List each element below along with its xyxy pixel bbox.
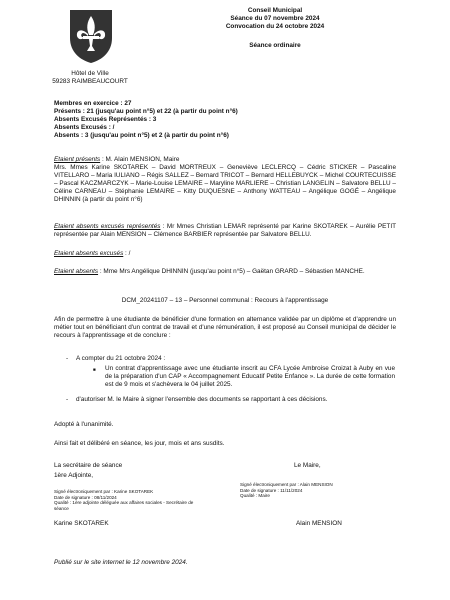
absent-members	[54, 268, 396, 276]
mayor-name: Alain MENSION	[296, 520, 342, 527]
represented-members	[54, 223, 396, 239]
present-list: Mrs. Mmes Karine SKOTAREK – David MORTREUX – Geneviève LECLERCQ – Cédric STICKER – Pascaline VITELLARO – Maria IULIANO – Régis SALLEZ – Bernard TRICOT – Bernard HELLEBUYCK – Michel COURTECUISSE – Pascal KACZMARCZYK – Marie-Louise LEMAIRE – Maryline MARLIERE – Christian LANGELIN – Salvatore BELLU – Céline CARNEAU – Stéphanie LEMAIRE – Kitty DUQUESNE – Anthony WATTEAU – Angélique GOGÉ – Angélique DHINNIN (à partir du point n°6)	[54, 164, 396, 203]
members-in-office: Membres en exercice : 27	[54, 100, 132, 107]
mayor-electronic-signature	[240, 482, 380, 499]
session-type: Séance ordinaire	[249, 42, 301, 49]
publication-note: Publié sur le site internet le 12 novembre 2024.	[54, 559, 188, 566]
session-date: Séance du 07 novembre 2024	[230, 15, 320, 22]
excused-members	[54, 250, 396, 258]
bullet-dash-1: -	[66, 355, 69, 362]
mayor-sign-date: Date de signature : 11/11/2024	[240, 487, 303, 493]
present-members	[54, 156, 396, 204]
absent-list: : Mme Mrs Angélique DHINNIN (jusqu'au point n°5) – Gaëtan GRARD – Sébastien MANCHE.	[98, 268, 365, 275]
secretary-title: La secrétaire de séance	[54, 462, 123, 469]
excused-label: Etaient absents excusés	[54, 250, 124, 257]
absent-count: Absents : 3 (jusqu'au point n°5) et 2 (à partir du point n°6)	[54, 132, 229, 139]
represented-label: Etaient absents excusés représentés	[54, 223, 161, 230]
secretary-signed-by: Signé électroniquement par : Karine SKOTAREK	[54, 489, 154, 494]
present-count: Présents : 21 (jusqu'au point n°5) et 22 (à partir du point n°6)	[54, 108, 238, 115]
deliberation-title: DCM_20241107 – 13 – Personnel communal : Recours à l'apprentissage	[121, 297, 329, 304]
bullet-authorize: d'autoriser M. le Maire à signer l'ensemble des documents se rapportant à ces décisions.	[76, 396, 328, 403]
convocation-date: Convocation du 24 octobre 2024	[225, 23, 325, 30]
absent-label: Etaient absents	[54, 268, 99, 275]
excused-list: : /	[123, 250, 131, 257]
adopted-text: Adopté à l'unanimité.	[54, 421, 114, 428]
absent-excused-count: Absents Excusés : /	[54, 124, 115, 131]
done-text: Ainsi fait et délibéré en séance, les jour, mois et ans susdits.	[54, 440, 225, 447]
council-title: Conseil Municipal	[247, 7, 303, 14]
mayor-signed-by: Signé électroniquement par : Alain MENSION	[240, 482, 333, 487]
attendance-counts	[54, 100, 394, 140]
fleur-de-lis-icon	[68, 8, 114, 64]
sub-bullet-contract: Un contrat d'apprentissage avec une étudiante inscrit au CFA Lycée Ambroise Croizat à Auby en vue de la préparation d'un CAP « Accompagnement Educatif Petite Enfance ». La durée de cette formation est de 9 mois et s'achèvera le 04 juillet 2025.	[105, 365, 395, 388]
bullet-start-date: A compter du 21 octobre 2024 :	[76, 355, 166, 362]
mayor-title: Le Maire,	[294, 462, 321, 469]
town-hall-label: Hôtel de Ville	[71, 70, 109, 77]
present-label: Etaient présents	[54, 156, 101, 163]
present-mayor: : M. Alain MENSION, Maire	[100, 156, 180, 163]
represented-list: : Mr Mmes Christian LEMAR représenté par Karine SKOTAREK – Aurélie PETIT représentée par Alain MENSION – Clémence BARBIER représentée par Salvatore BELLU.	[54, 223, 396, 238]
town-address: 59283 RAIMBEAUCOURT	[52, 78, 128, 85]
mayor-quality: Qualité : Maire	[240, 493, 270, 499]
coat-of-arms-logo	[68, 8, 114, 64]
secretary-electronic-signature	[54, 489, 194, 511]
secretary-sign-date: Date de signature : 08/11/2024	[54, 494, 117, 500]
secretary-name: Karine SKOTAREK	[54, 520, 109, 527]
secretary-role: 1ère Adjointe,	[54, 472, 94, 479]
secretary-quality: Qualité : 1ère adjointe déléguée aux affaires sociales - Secrétaire de séance	[54, 500, 194, 511]
square-bullet-icon: ■	[93, 367, 96, 372]
excused-represented-count: Absents Excusés Représentés : 3	[54, 116, 157, 123]
bullet-dash-2: -	[66, 396, 69, 403]
deliberation-intro: Afin de permettre à une étudiante de bénéficier d'une formation en alternance validée par un diplôme et d'apprendre un métier tout en bénéficiant d'un contrat de travail et d'une rémunération, il est proposé au Conseil municipal de décider le recours à l'apprentissage et de conclure :	[54, 316, 396, 339]
